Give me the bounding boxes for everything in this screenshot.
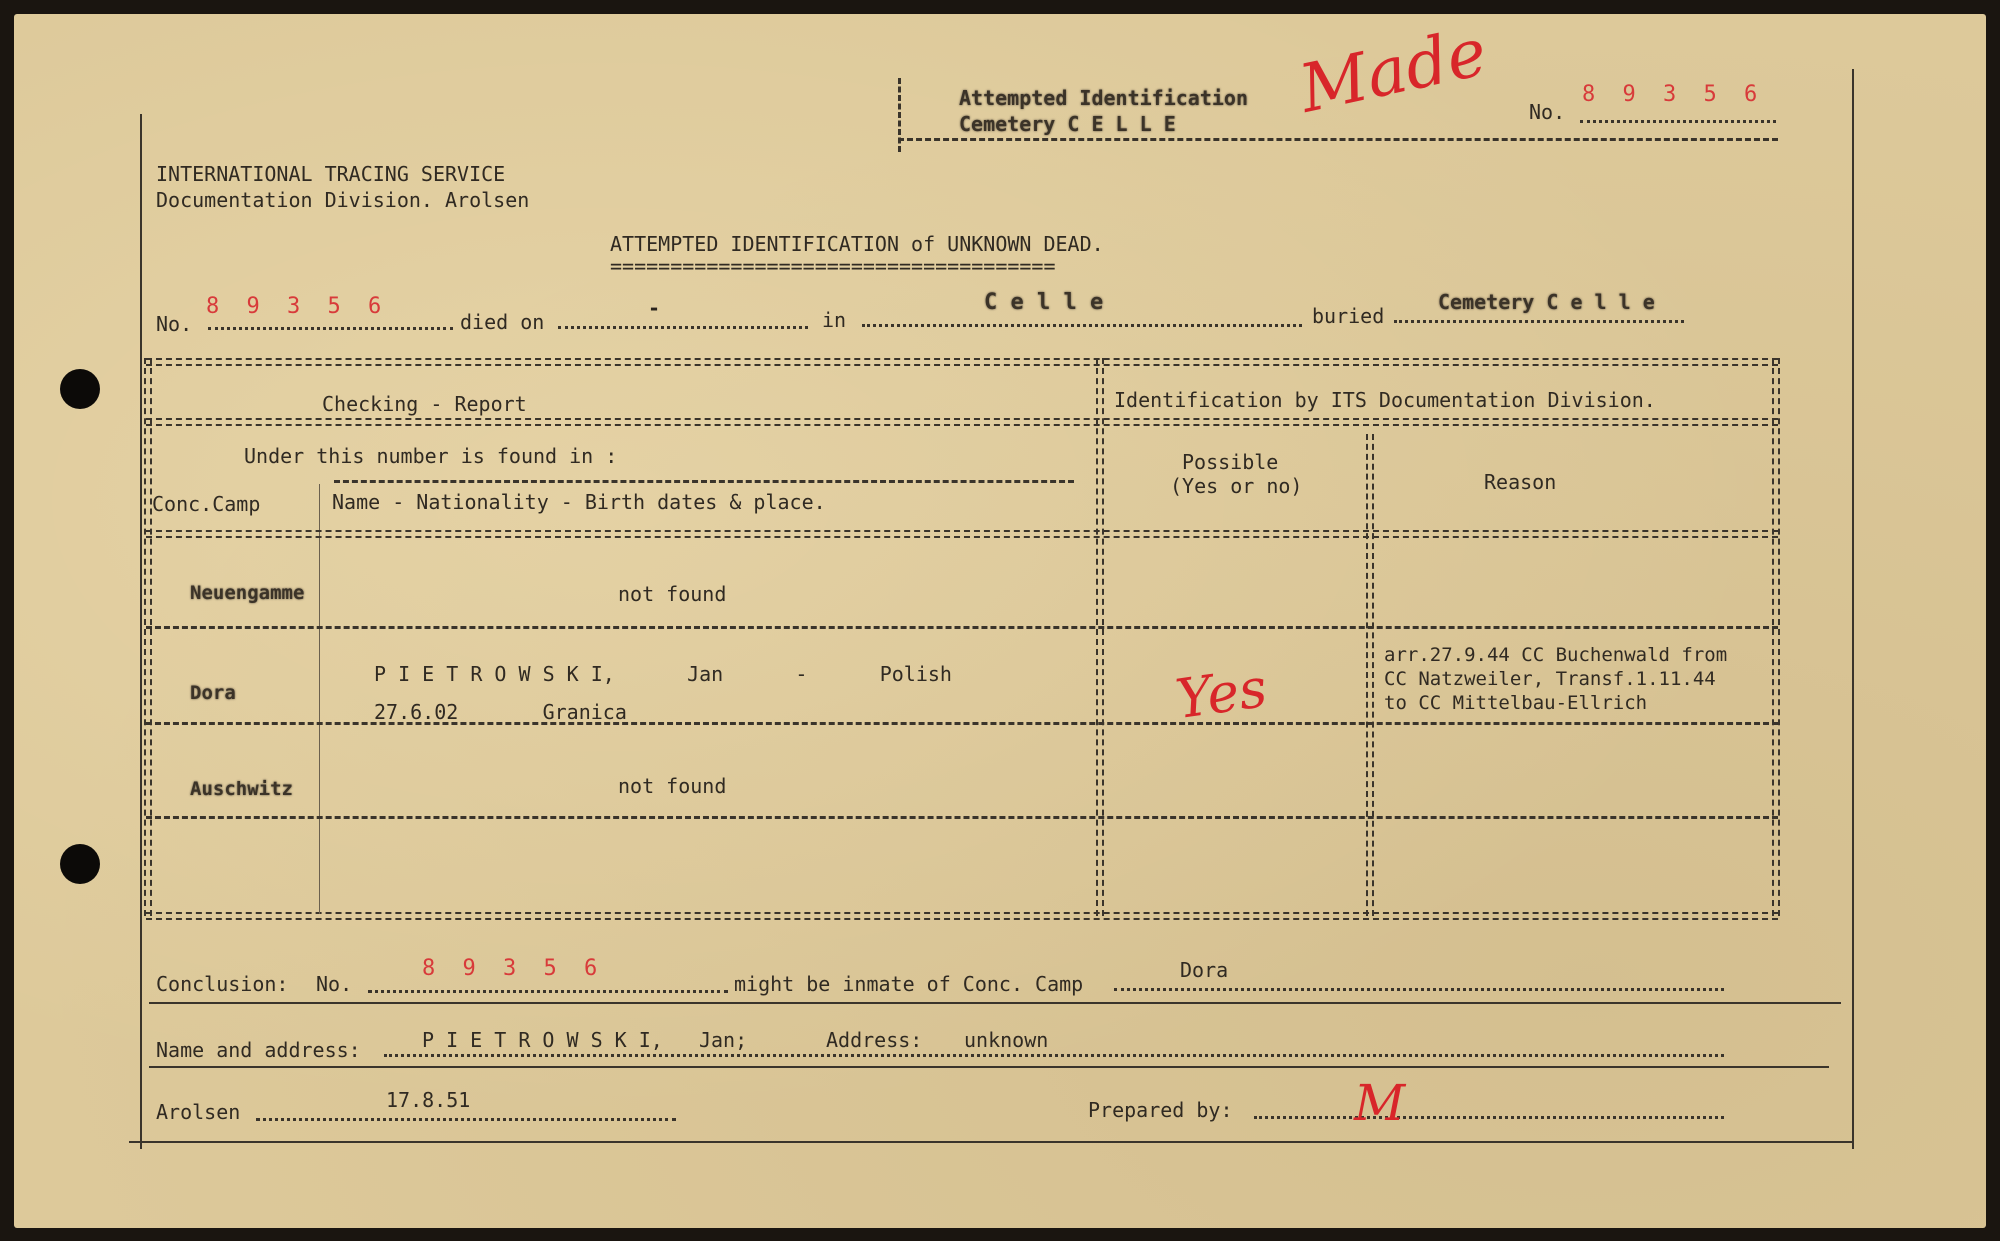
table-possible-divider [1366,434,1374,916]
conclusion-label: Conclusion: [156,972,289,996]
table-row3-bottom [146,816,1778,819]
col-name-header: Name - Nationality - Birth dates & place. [332,490,826,514]
conclusion-no-value: 8 9 3 5 6 [422,956,605,981]
table-header-divider [146,418,1778,426]
conclusion-rule [149,1002,1841,1004]
name-address-dots [384,1054,1724,1057]
identification-header: Identification by ITS Documentation Division. [1114,388,1656,412]
table-camp-divider [319,484,320,914]
name-address-address-value: unknown [964,1028,1049,1052]
conclusion-mid-text: might be inmate of Conc. Camp [734,972,1084,996]
footer-date: 17.8.51 [386,1088,471,1112]
found-in-label: Under this number is found in : [244,444,618,468]
document-title: ATTEMPTED IDENTIFICATION of UNKNOWN DEAD. [610,232,1104,256]
record-buried-dots [1394,320,1684,323]
prepared-by-initials: M [1354,1074,1406,1132]
row2-reason-line1: arr.27.9.44 CC Buchenwald from [1384,644,1728,666]
row2-name-line1: P I E T R O W S K I, Jan - Polish [374,662,952,686]
row1-camp: Neuengamme [190,582,305,604]
handwritten-made: Made [1293,13,1494,128]
prepared-by-dots [1254,1116,1724,1119]
table-found-in-line [334,480,1074,483]
row3-name: not found [618,774,727,798]
stamp-box-bottom [898,138,1778,141]
table-top-border [146,358,1778,366]
name-address-name: P I E T R O W S K I, Jan; [422,1028,748,1052]
table-col-header-bottom [146,530,1778,538]
name-address-label: Name and address: [156,1038,361,1062]
row3-camp: Auschwitz [190,778,293,800]
col-possible-header-1: Possible [1182,450,1279,474]
frame-right-line [1852,69,1854,1149]
record-in-dots [862,324,1302,327]
row2-reason-line2: CC Natzweiler, Transf.1.11.44 [1384,668,1716,690]
document-title-underline: ===================================== [610,254,1056,278]
table-right-border [1772,358,1780,916]
prepared-by-label: Prepared by: [1088,1098,1233,1122]
record-died-label: died on [460,310,545,334]
row2-camp: Dora [190,682,236,704]
record-died-value: - [648,296,661,320]
top-no-value: 8 9 3 5 6 [1582,82,1765,107]
conclusion-no-dots [368,990,728,993]
col-possible-header-2: (Yes or no) [1170,474,1303,498]
row2-possible-handwritten: Yes [1172,656,1271,731]
record-buried-label: buried [1312,304,1385,328]
record-in-label: in [822,308,847,332]
org-line-1: INTERNATIONAL TRACING SERVICE [156,162,506,186]
col-camp-header: Conc.Camp [152,492,261,516]
document-card [14,14,1986,1228]
stamp-line-2: Cemetery C E L L E [959,112,1176,136]
row2-reason-line3: to CC Mittelbau-Ellrich [1384,692,1648,714]
conclusion-camp-dots [1114,988,1724,991]
row1-name: not found [618,582,727,606]
table-left-border [144,358,152,916]
record-no-dots [208,327,453,330]
name-address-address-label: Address: [826,1028,923,1052]
table-bottom-border [146,912,1778,920]
conclusion-no-label: No. [316,972,353,996]
punch-hole-bottom [60,844,100,884]
record-no-label: No. [156,312,193,336]
stamp-line-1: Attempted Identification [959,86,1248,110]
org-line-2: Documentation Division. Arolsen [156,188,530,212]
table-row1-bottom [146,626,1778,629]
col-reason-header: Reason [1484,470,1557,494]
punch-hole-top [60,369,100,409]
footer-place: Arolsen [156,1100,241,1124]
top-no-label: No. [1529,100,1566,124]
name-address-rule [149,1066,1829,1068]
checking-report-header: Checking - Report [322,392,527,416]
conclusion-camp-value: Dora [1180,958,1229,982]
record-died-dots [558,326,808,329]
table-middle-divider [1096,358,1104,916]
row2-name-line2: 27.6.02 Granica [374,700,627,724]
frame-bottom-line [129,1141,1854,1143]
top-no-dots [1580,120,1776,123]
footer-date-dots [256,1118,676,1121]
record-in-value: C e l l e [984,290,1104,315]
frame-left-line [140,114,142,1149]
record-buried-value: Cemetery C e l l e [1438,290,1655,314]
record-no-value: 8 9 3 5 6 [206,294,389,319]
